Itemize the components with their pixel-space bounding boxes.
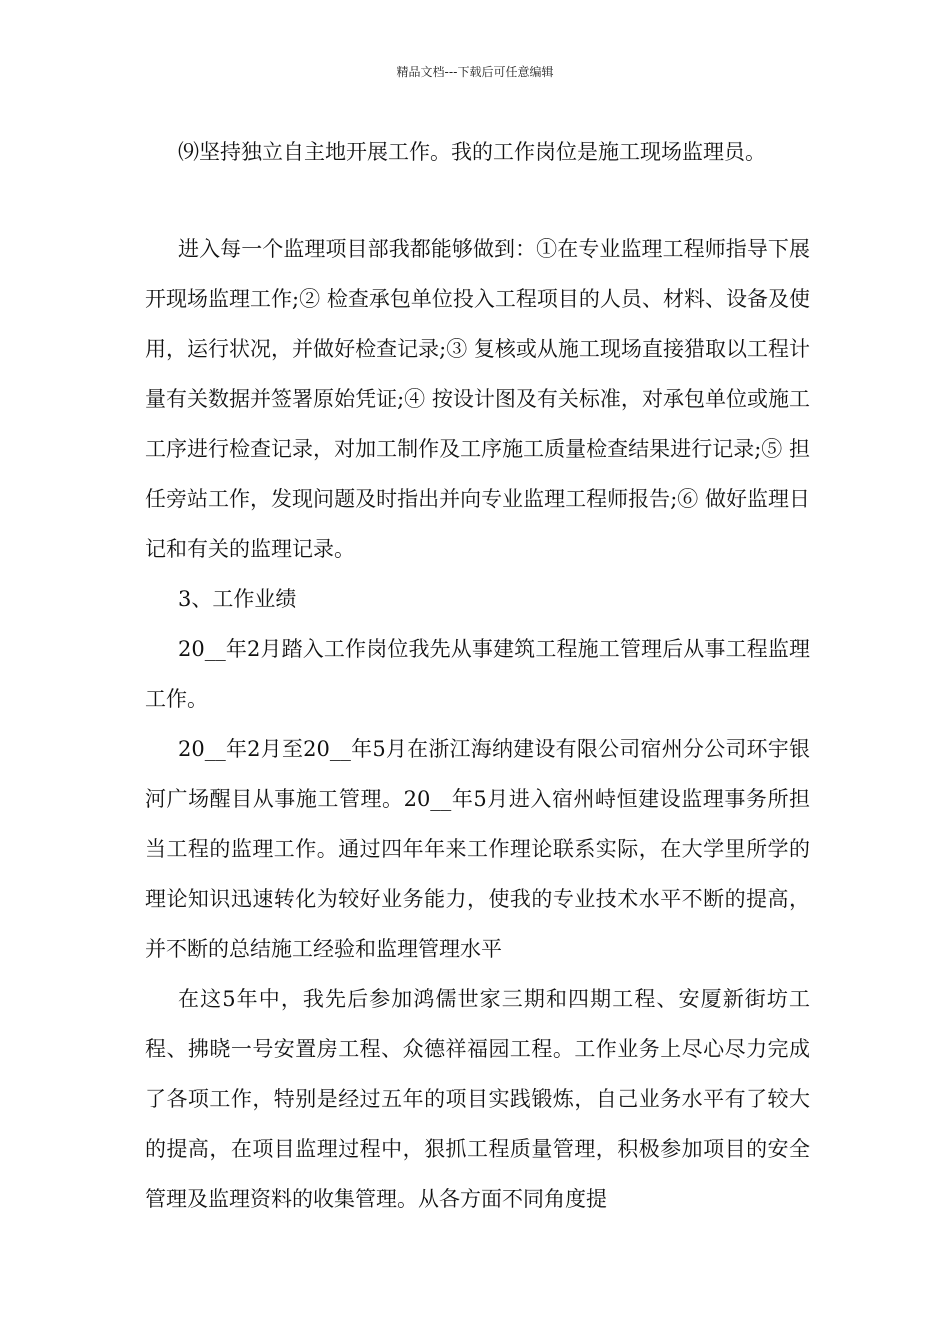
paragraph-supervision-duties: 进入每一个监理项目部我都能够做到：①在专业监理工程师指导下展开现场监理工作;② 检查承包单位投入工程项目的人员、材料、设备及使用，运行状况，并做好检查记录;③ 复核或从施工现场直接猎取以工程计量有关数据并签署原始凭证;④ 按设计图及有关标准，对承包单位或施工工序进行检查记录，对加工制作及工序施工质量检查结果进行记录;⑤ 担任旁站工作，发现问题及时指出并向专业监理工程师报告;⑥ 做好监理日记和有关的监理记录。	[145, 237, 810, 561]
paragraph-projects: 在这5年中，我先后参加鸿儒世家三期和四期工程、安厦新街坊工程、拂晓一号安置房工程、众德祥福园工程。工作业务上尽心尽力完成了各项工作，特别是经过五年的项目实践锻炼，自己业务水平有了较大的提高，在项目监理过程中，狠抓工程质量管理，积极参加项目的安全管理及监理资料的收集管理。从各方面不同角度提	[145, 987, 810, 1211]
section-heading-work-achievements: 3、工作业绩	[178, 587, 297, 611]
page-header: 精品文档---下载后可任意编辑	[396, 65, 554, 79]
paragraph-career-start: 20__年2月踏入工作岗位我先从事建筑工程施工管理后从事工程监理工作。	[145, 637, 810, 711]
paragraph-gap	[145, 178, 810, 224]
paragraph-career-history: 20__年2月至20__年5月在浙江海纳建设有限公司宿州分公司环宇银河广场醒目从事施工管理。20__年5月进入宿州峙恒建设监理事务所担当工程的监理工作。通过四年年来工作理论联系实际，在大学里所学的理论知识迅速转化为较好业务能力，使我的专业技术水平不断的提高，并不断的总结施工经验和监理管理水平	[145, 737, 810, 961]
document-body	[145, 126, 810, 1224]
paragraph-work-independence: ⑼坚持独立自主地开展工作。我的工作岗位是施工现场监理员。	[178, 140, 766, 164]
